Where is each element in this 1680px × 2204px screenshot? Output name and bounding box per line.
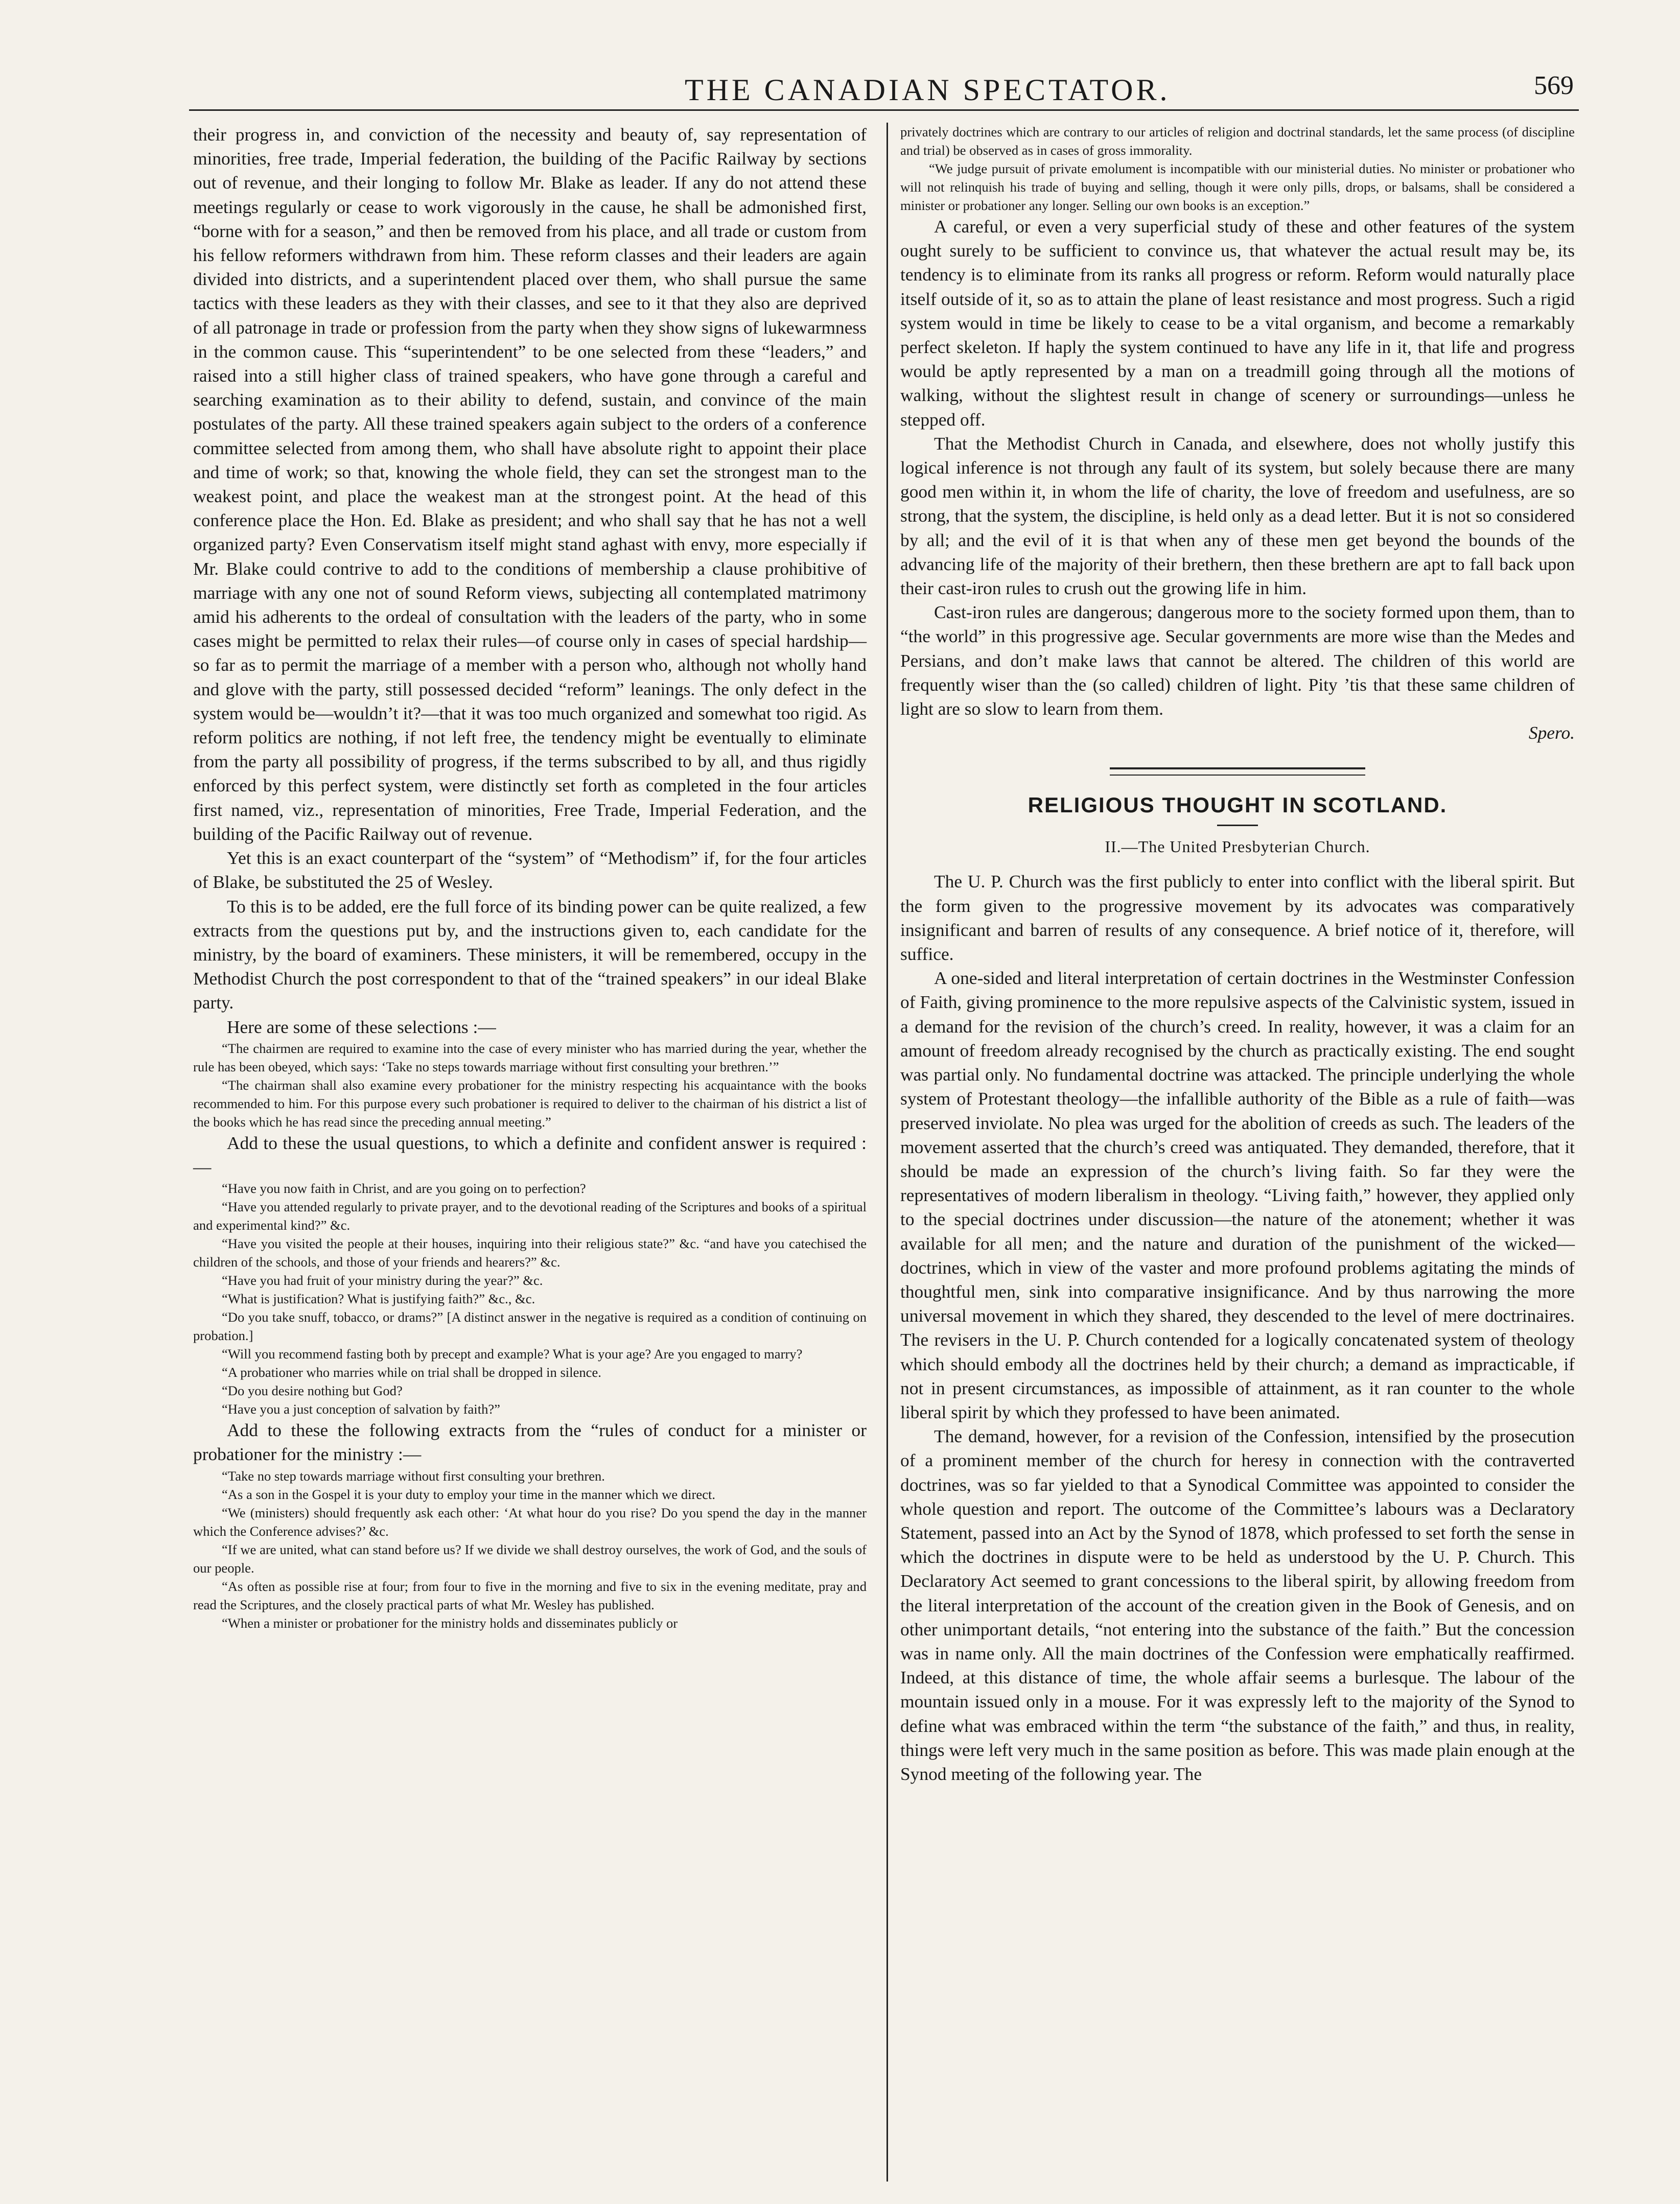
quotation: privately doctrines which are contrary to our articles of religion and doctrinal standards, let the same process (of discipline and trial) be observed as in cases of gross immorality. xyxy=(900,124,1575,158)
paragraph: Add to these the usual questions, to which a definite and confident answer is required :— xyxy=(193,1132,867,1177)
paragraph: Cast-iron rules are dangerous; dangerous more to the society formed upon them, than to “the world” in this progressive age. Secular governments are more wise than the Medes and Persians, and don’t make laws that cannot be altered. The children of this world are frequently wiser than the (so called) children of light. Pity ’tis that these same children of light are so slow to learn from them. xyxy=(900,602,1575,719)
quotation: “What is justification? What is justifying faith?” &c., &c. xyxy=(222,1291,535,1307)
quotation: “Have you now faith in Christ, and are you going on to perfection? xyxy=(222,1181,586,1197)
masthead xyxy=(194,71,1574,106)
section-divider xyxy=(1110,767,1365,776)
paragraph: Here are some of these selections :— xyxy=(227,1016,496,1037)
quotation: “The chairmen are required to examine into the case of every minister who has married during the year, whether the rule has been obeyed, which says: ‘Take no steps towards marriage without first consulting your brethren.’” xyxy=(193,1040,867,1074)
paragraph: To this is to be added, ere the full force of its binding power can be quite realized, a few extracts from the questions put by, and the instructions given to, each candidate for the ministry, by the board of examiners. These ministers, it will be remembered, occupy in the Methodist Church the post correspondent to that of the “trained speakers” in our ideal Blake party. xyxy=(193,896,867,1013)
article-paragraph: The demand, however, for a revision of the Confession, intensified by the prosecution of a prominent member of the church for heresy in connection with the contraverted doctrines, was so far yielded to that a Synodical Committee was appointed to consider the whole question and report. The outcome of the Committee’s labours was a Declaratory Statement, passed into an Act by the Synod of 1878, which professed to set forth the sense in which the doctrines in dispute were to be held as understood by the U. P. Church. This Declaratory Act seemed to grant concessions to the liberal spirit, by allowing freedom from the literal interpretation of the account of the creation given in the Book of Genesis, and on other unimportant details, “not entering into the substance of the faith.” But the concession was in name only. All the main doctrines of the Confession were emphatically reaffirmed. Indeed, at this distance of time, the whole affair seems a burlesque. The labour of the mountain issued only in a mouse. For it was expressly left to the majority of the Synod to define what was embraced within the term “the substance of the faith,” and thus, in reality, things were left very much in the same position as before. This was made plain enough at the Synod meeting of the following year. The xyxy=(900,1426,1575,1784)
author-signature: Spero. xyxy=(1528,722,1575,743)
paragraph: Add to these the following extracts from the “rules of conduct for a minister or probationer for the ministry :— xyxy=(193,1420,867,1465)
right-column xyxy=(900,123,1575,1786)
quotation: “Have you attended regularly to private prayer, and to the devotional reading of the Scriptures and books of a spiritual and experimental kind?” &c. xyxy=(193,1199,867,1233)
column-divider xyxy=(886,123,888,2182)
paragraph: their progress in, and conviction of the necessity and beauty of, say representation of minorities, free trade, Imperial federation, the building of the Pacific Railway by sections out of revenue, and their longing to follow Mr. Blake as leader. If any do not attend these meetings regularly or cease to work vigorously in the cause, he shall be admonished first, “borne with for a season,” and then be removed from his place, and all trade or custom from his fellow reformers withdrawn from him. These reform classes and their leaders are again divided into districts, and a superintendent placed over them, who shall pursue the same tactics with these leaders as they with their classes, and see to it that they also are deprived of all patronage in trade or profession from the party when they show signs of lukewarmness in the common cause. This “superintendent” to be one selected from these “leaders,” and raised into a still higher class of trained speakers, who have gone through a careful and searching examination as to their ability to defend, sustain, and convince of the main postulates of the party. All these trained speakers again subject to the orders of a conference committee selected from among them, who shall have absolute right to appoint their place and time of work; so that, knowing the whole field, they can set the strongest man to the weakest point, and place the weakest man at the strongest point. At the head of this conference place the Hon. Ed. Blake as president; and who shall say that he has not a well organized party? Even Conservatism itself might stand aghast with envy, more especially if Mr. Blake could contrive to add to the conditions of membership a clause prohibitive of marriage with any one not of sound Reform views, subjecting all contemplated matrimony amid his adherents to the ordeal of consultation with the leaders of the party, who in some cases might be permitted to relax their rules—of course only in cases of special hardship—so far as to permit the marriage of a member with a person who, although not wholly hand and glove with the party, still possessed decided “reform” leanings. The only defect in the system would be—wouldn’t it?—that it was too much organized and somewhat too rigid. As reform politics are nothing, if not left free, the tendency might be eventually to eliminate from the party all possibility of progress, if the terms subscribed to by all, and thus rigidly enforced by this perfect system, were distinctly set forth as completed in the four articles first named, viz., representation of minorities, Free Trade, Imperial Federation, and the building of the Pacific Railway out of revenue. xyxy=(193,124,867,844)
page-number: 569 xyxy=(1534,71,1574,100)
title-rule xyxy=(1217,825,1258,826)
quotation: “Take no step towards marriage without first consulting your brethren. xyxy=(222,1468,605,1484)
header-rule xyxy=(189,109,1579,111)
quotation: “Have you visited the people at their houses, inquiring into their religious state?” &c. “and have you catechised the children of the schools, and those of your friends and hearers?” &c. xyxy=(193,1236,867,1270)
quotation: “Have you a just conception of salvation by faith?” xyxy=(222,1401,500,1417)
quotation: “We (ministers) should frequently ask each other: ‘At what hour do you rise? Do you spend the day in the manner which the Conference advises?’ &c. xyxy=(193,1505,867,1539)
quotation: “Have you had fruit of your ministry during the year?” &c. xyxy=(222,1273,543,1288)
quotation: “If we are united, what can stand before us? If we divide we shall destroy ourselves, the work of God, and the souls of our people. xyxy=(193,1541,867,1576)
article-title: RELIGIOUS THOUGHT IN SCOTLAND. xyxy=(1028,793,1448,817)
article-body xyxy=(900,870,1575,1786)
quotation: “Will you recommend fasting both by precept and example? What is your age? Are you engaged to marry? xyxy=(222,1346,803,1362)
quotation: “A probationer who marries while on trial shall be dropped in silence. xyxy=(222,1365,601,1380)
paragraph: Yet this is an exact counterpart of the “system” of “Methodism” if, for the four articles of Blake, be substituted the 25 of Wesley. xyxy=(193,848,867,893)
methodism-article-continued xyxy=(900,123,1575,721)
paragraph: A careful, or even a very superficial study of these and other features of the system ought surely to be sufficient to convince us, that whatever the actual result may be, its tendency is to eliminate from its ranks all progress or reform. Reform would naturally place itself outside of it, so as to attain the plane of least resistance and most progress. Such a rigid system would in time be likely to cease to be a vital organism, and become a remarkably perfect skeleton. If haply the system continued to have any life in it, that life and progress would be aptly represented by a man on a treadmill going through all the motions of walking, without the slightest result in change of scenery or surroundings—unless he stepped off. xyxy=(900,216,1575,430)
quotation: “Do you desire nothing but God? xyxy=(222,1383,403,1399)
quotation: “We judge pursuit of private emolument is incompatible with our ministerial duties. No minister or probationer who will not relinquish his trade of buying and selling, though it were only pills, drops, or balsams, shall be considered a minister or probationer any longer. Selling our own books is an exception.” xyxy=(900,161,1575,213)
quotation: “When a minister or probationer for the ministry holds and disseminates publicly or xyxy=(222,1615,678,1631)
quotation: “As a son in the Gospel it is your duty to employ your time in the manner which we direct. xyxy=(222,1486,716,1502)
quotation: “Do you take snuff, tobacco, or drams?” [A distinct answer in the negative is required as a condition of continuing on probation.] xyxy=(193,1309,867,1344)
article-paragraph: The U. P. Church was the first publicly to enter into conflict with the liberal spirit. But the form given to the progressive movement by its advocates was comparatively insignificant and barren of results of any consequence. A brief notice of it, therefore, will suffice. xyxy=(900,871,1575,965)
journal-title: THE CANADIAN SPECTATOR. xyxy=(685,73,1171,107)
left-column xyxy=(193,123,867,1632)
article-paragraph: A one-sided and literal interpretation of certain doctrines in the Westminster Confession of Faith, giving prominence to the more repulsive aspects of the Calvinistic system, issued in a demand for the revision of the church’s creed. In reality, however, it was a claim for an amount of freedom already recognised by the church as practically existing. The end sought was partial only. No fundamental doctrine was attacked. The principle underlying the whole system of Protestant theology—the infallible authority of the Bible as a rule of faith—was preserved inviolate. No plea was urged for the abolition of creeds as such. The leaders of the movement asserted that the church’s creed was antiquated. They demanded, therefore, that it should be made an expression of the church’s living faith. So far they were the representatives of modern liberalism in theology. “Living faith,” however, they applied only to the special doctrines under discussion—the nature of the atonement; whether it was available for all men; and the nature and duration of the punishment of the wicked—doctrines, which in view of the vaster and more profound problems agitating the minds of thoughtful men, sink into comparative insignificance. And by thus narrowing the more universal movement in which they shared, they descended to the level of mere doctrinaires. The revisers in the U. P. Church contended for a logically concatenated system of theology which should embody all the doctrines held by their church; a demand as impracticable, if not in present circumstances, as impossible of attainment, as it ran counter to the whole liberal spirit by which they professed to have been animated. xyxy=(900,968,1575,1422)
paragraph: That the Methodist Church in Canada, and elsewhere, does not wholly justify this logical inference is not through any fault of its system, but solely because there are many good men within it, in whom the life of charity, the love of freedom and usefulness, are so strong, that the system, the discipline, is held only as a dead letter. But it is not so considered by all; and the evil of it is that when any of these men get beyond the bounds of the advancing life of the majority of their brethern, then these brethern are apt to fall back upon their cast-iron rules to crush out the growing life in him. xyxy=(900,433,1575,599)
quotation: “The chairman shall also examine every probationer for the ministry respecting his acquaintance with the books recommended to him. For this purpose every such probationer is required to deliver to the chairman of his district a list of the books which he has read since the preceding annual meeting.” xyxy=(193,1077,867,1130)
article-subtitle: II.—The United Presbyterian Church. xyxy=(1105,837,1370,856)
quotation: “As often as possible rise at four; from four to five in the morning and five to six in the evening meditate, pray and read the Scriptures, and the closely practical parts of what Mr. Wesley has published. xyxy=(193,1578,867,1612)
